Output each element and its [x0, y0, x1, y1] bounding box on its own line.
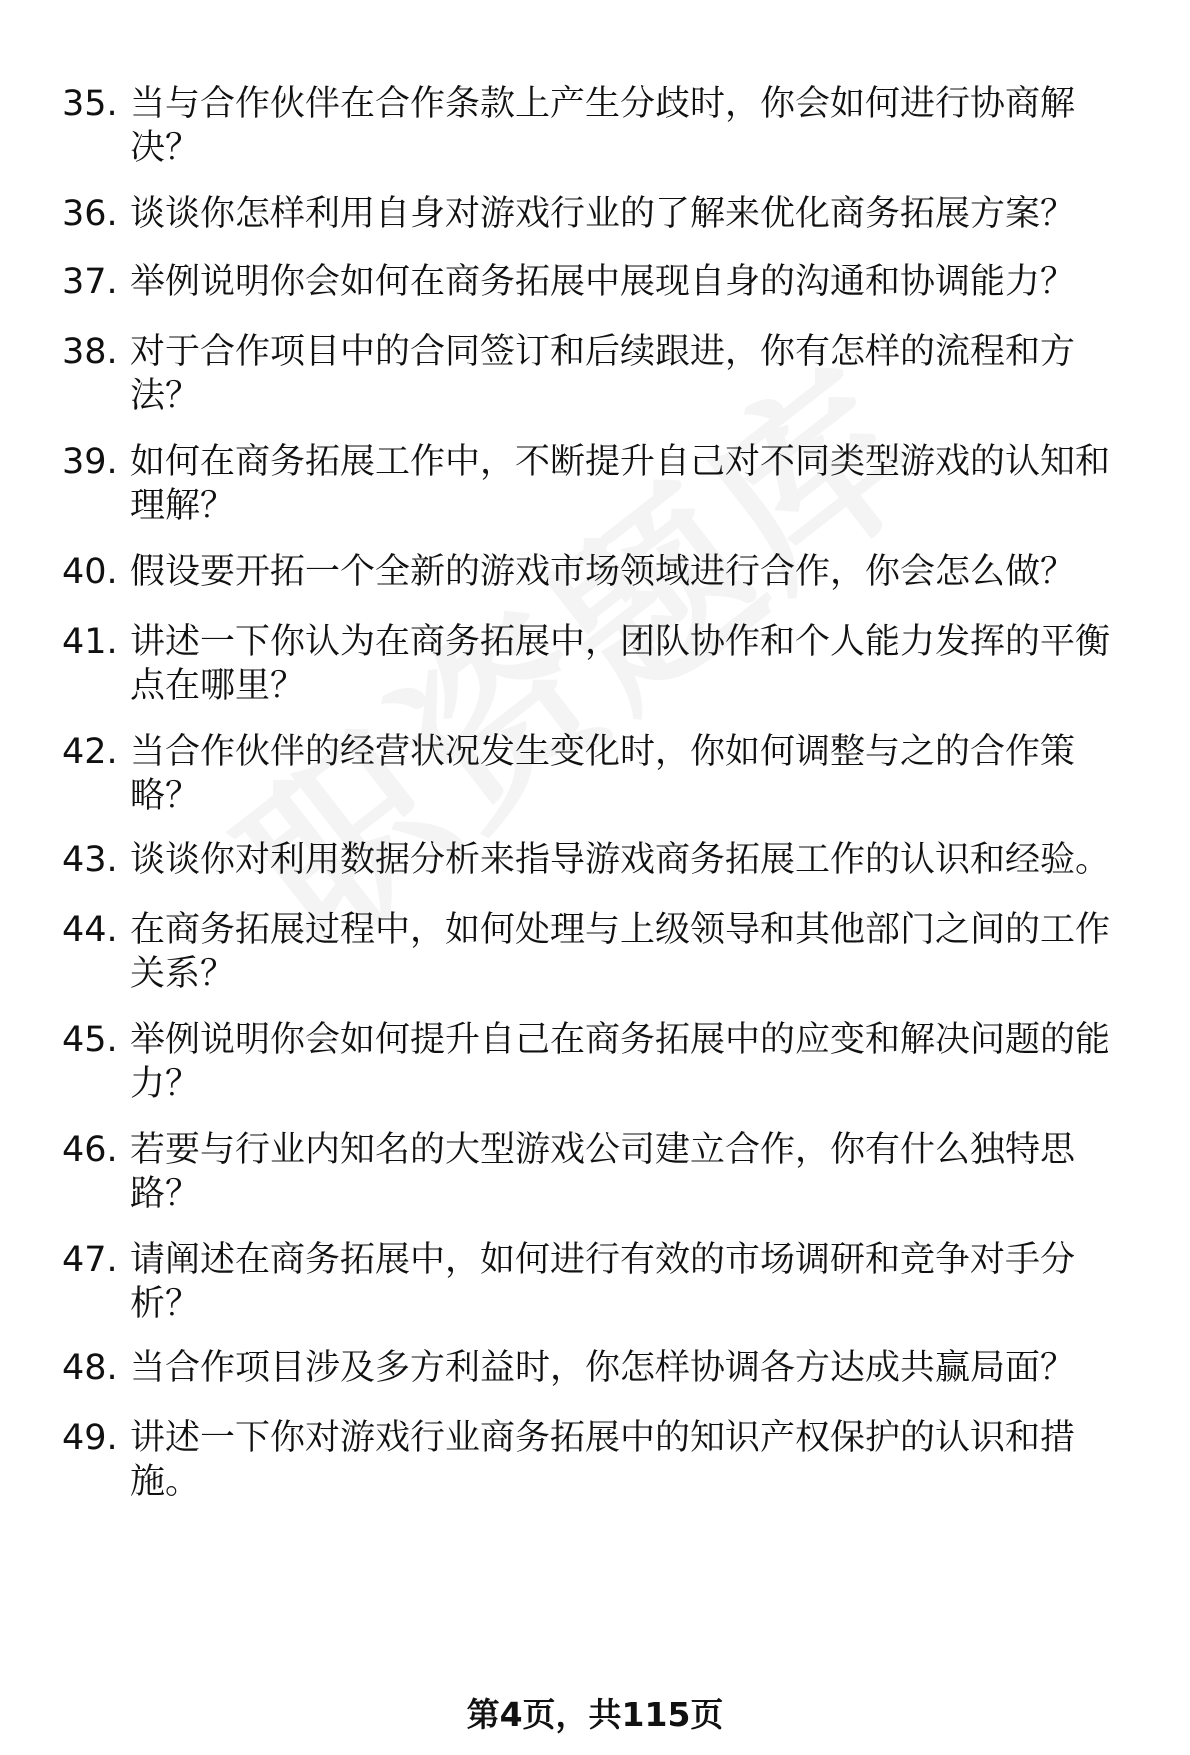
- question-item: [62, 1018, 1162, 1106]
- question-number: 41.: [62, 622, 118, 662]
- question-text: 当合作项目涉及多方利益时，你怎样协调各方达成共赢局面？: [130, 1348, 1076, 1388]
- question-text: 举例说明你会如何在商务拓展中展现自身的沟通和协调能力？: [130, 262, 1076, 302]
- question-number: 48.: [62, 1348, 118, 1388]
- question-text: 请阐述在商务拓展中，如何进行有效的市场调研和竞争对手分 析？: [130, 1240, 1076, 1324]
- question-number: 43.: [62, 840, 118, 880]
- question-number: 45.: [62, 1020, 118, 1060]
- question-item: [62, 440, 1162, 528]
- question-number: 49.: [62, 1418, 118, 1458]
- question-number: 42.: [62, 732, 118, 772]
- question-number: 44.: [62, 910, 118, 950]
- page-number-footer: 第4页，共115页: [466, 1695, 724, 1734]
- question-text: 假设要开拓一个全新的游戏市场领域进行合作，你会怎么做？: [130, 552, 1076, 592]
- question-number: 39.: [62, 442, 118, 482]
- question-text: 讲述一下你认为在商务拓展中，团队协作和个人能力发挥的平衡 点在哪里？: [130, 622, 1111, 706]
- question-number: 36.: [62, 194, 118, 234]
- question-number: 35.: [62, 84, 118, 124]
- question-number: 47.: [62, 1240, 118, 1280]
- question-item: [62, 908, 1162, 996]
- question-text: 谈谈你对利用数据分析来指导游戏商务拓展工作的认识和经验。: [130, 840, 1111, 880]
- question-item: [62, 1128, 1162, 1216]
- question-item: [62, 192, 1162, 236]
- question-item: [62, 838, 1162, 882]
- question-number: 37.: [62, 262, 118, 302]
- question-text: 当合作伙伴的经营状况发生变化时，你如何调整与之的合作策 略？: [130, 732, 1076, 816]
- question-item: [62, 730, 1162, 818]
- question-number: 38.: [62, 332, 118, 372]
- question-text: 举例说明你会如何提升自己在商务拓展中的应变和解决问题的能 力？: [130, 1020, 1111, 1104]
- question-text: 当与合作伙伴在合作条款上产生分歧时，你会如何进行协商解 决？: [130, 84, 1076, 168]
- question-text: 讲述一下你对游戏行业商务拓展中的知识产权保护的认识和措 施。: [130, 1418, 1076, 1502]
- question-item: [62, 1238, 1162, 1326]
- question-text: 谈谈你怎样利用自身对游戏行业的了解来优化商务拓展方案？: [130, 194, 1076, 234]
- question-item: [62, 82, 1162, 170]
- question-text: 若要与行业内知名的大型游戏公司建立合作，你有什么独特思 路？: [130, 1130, 1076, 1214]
- question-item: [62, 260, 1162, 304]
- question-text: 如何在商务拓展工作中，不断提升自己对不同类型游戏的认知和 理解？: [130, 442, 1111, 526]
- question-text: 对于合作项目中的合同签订和后续跟进，你有怎样的流程和方 法？: [130, 332, 1076, 416]
- question-item: [62, 1416, 1162, 1504]
- question-item: [62, 1346, 1162, 1390]
- question-item: [62, 550, 1162, 594]
- question-item: [62, 620, 1162, 708]
- question-number: 46.: [62, 1130, 118, 1170]
- question-text: 在商务拓展过程中，如何处理与上级领导和其他部门之间的工作 关系？: [130, 910, 1111, 994]
- question-number: 40.: [62, 552, 118, 592]
- question-item: [62, 330, 1162, 418]
